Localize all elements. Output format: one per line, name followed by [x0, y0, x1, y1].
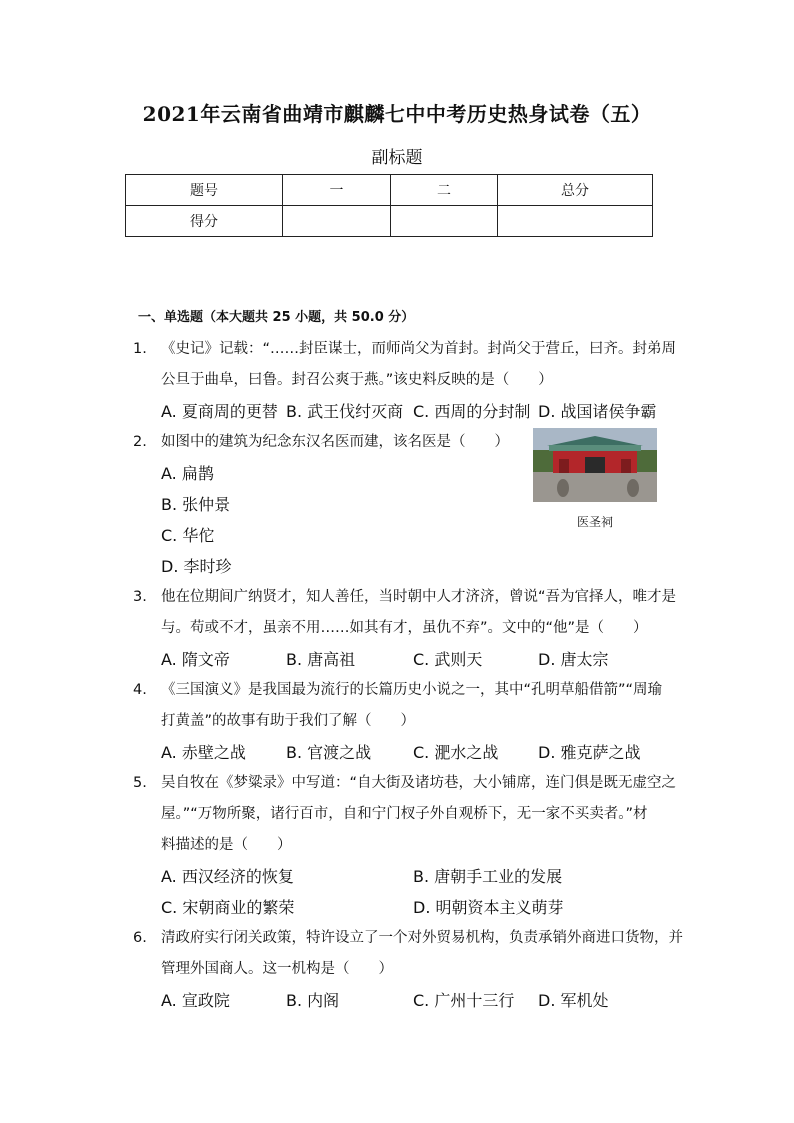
question-number: 5.: [133, 775, 147, 791]
option-a[interactable]: A. 夏商周的更替: [161, 402, 278, 421]
question-text-line: 管理外国商人。这一机构是（ ）: [161, 961, 393, 977]
question-number: 3.: [133, 589, 147, 605]
option-b[interactable]: B. 武王伐纣灭商: [286, 402, 404, 421]
score-cell: [498, 206, 653, 237]
score-cell: 总分: [498, 175, 653, 206]
question-text-line: 打黄盖”的故事有助于我们了解（ ）: [161, 713, 416, 729]
score-cell: 得分: [126, 206, 283, 237]
question-text-line: 《史记》记载：“……封臣谋士，而师尚父为首封。封尚父于营丘，曰齐。封弟周: [161, 341, 677, 357]
question-text-line: 屋。”“万物所聚，诸行百市，自和宁门杈子外自观桥下，无一家不买卖者。”材: [161, 806, 648, 822]
option-d[interactable]: D. 雅克萨之战: [538, 743, 641, 762]
question-text-line: 吴自牧在《梦粱录》中写道：“自大街及诸坊巷，大小铺席，连门俱是既无虚空之: [161, 775, 677, 791]
section-heading: 一、单选题（本大题共 25 小题，共 50.0 分）: [138, 310, 415, 325]
option-b[interactable]: B. 唐朝手工业的发展: [413, 867, 563, 886]
question-text-line: 公旦于曲阜，曰鲁。封召公爽于燕。”该史料反映的是（ ）: [161, 372, 553, 388]
score-cell: [283, 206, 391, 237]
question-text-line: 《三国演义》是我国最为流行的长篇历史小说之一，其中“孔明草船借箭”“周瑜: [161, 682, 663, 698]
option-c[interactable]: C. 淝水之战: [413, 743, 499, 762]
temple-photo: [533, 428, 657, 502]
question-number: 2.: [133, 434, 147, 450]
exam-title: 2021年云南省曲靖市麒麟七中中考历史热身试卷（五）: [142, 102, 652, 126]
score-cell: 二: [391, 175, 498, 206]
option-c[interactable]: C. 宋朝商业的繁荣: [161, 898, 295, 917]
option-d[interactable]: D. 军机处: [538, 991, 609, 1010]
photo-caption: 医圣祠: [576, 515, 613, 529]
option-b[interactable]: B. 官渡之战: [286, 743, 372, 762]
score-table-header-row: [126, 175, 653, 206]
question-number: 4.: [133, 682, 147, 698]
exam-subtitle: 副标题: [371, 148, 423, 168]
question-text-line: 他在位期间广纳贤才，知人善任，当时朝中人才济济，曾说“吾为官择人，唯才是: [161, 589, 677, 605]
option-d[interactable]: D. 明朝资本主义萌芽: [413, 898, 564, 917]
option-d[interactable]: D. 唐太宗: [538, 650, 609, 669]
score-table-score-row: [126, 206, 653, 237]
question-text-line: 料描述的是（ ）: [161, 837, 292, 853]
option-c[interactable]: C. 华佗: [161, 526, 215, 545]
option-b[interactable]: B. 张仲景: [161, 495, 231, 514]
option-a[interactable]: A. 扁鹊: [161, 464, 214, 483]
score-table: [125, 174, 653, 237]
option-b[interactable]: B. 唐高祖: [286, 650, 356, 669]
option-d[interactable]: D. 战国诸侯争霸: [538, 402, 657, 421]
question-text-line: 与。苟或不才，虽亲不用……如其有才，虽仇不弃”。文中的“他”是（ ）: [161, 620, 648, 636]
score-cell: [391, 206, 498, 237]
option-a[interactable]: A. 西汉经济的恢复: [161, 867, 294, 886]
question-text-line: 如图中的建筑为纪念东汉名医而建，该名医是（ ）: [161, 434, 509, 450]
question-number: 6.: [133, 930, 147, 946]
option-a[interactable]: A. 赤壁之战: [161, 743, 246, 762]
option-d[interactable]: D. 李时珍: [161, 557, 232, 576]
score-cell: 一: [283, 175, 391, 206]
question-text-line: 清政府实行闭关政策，特许设立了一个对外贸易机构，负责承销外商进口货物，并: [161, 930, 683, 946]
option-b[interactable]: B. 内阁: [286, 991, 340, 1010]
option-a[interactable]: A. 隋文帝: [161, 650, 230, 669]
question-number: 1.: [133, 341, 147, 357]
option-a[interactable]: A. 宣政院: [161, 991, 230, 1010]
option-c[interactable]: C. 西周的分封制: [413, 402, 531, 421]
option-c[interactable]: C. 广州十三行: [413, 991, 515, 1010]
option-c[interactable]: C. 武则天: [413, 650, 483, 669]
score-cell: 题号: [126, 175, 283, 206]
